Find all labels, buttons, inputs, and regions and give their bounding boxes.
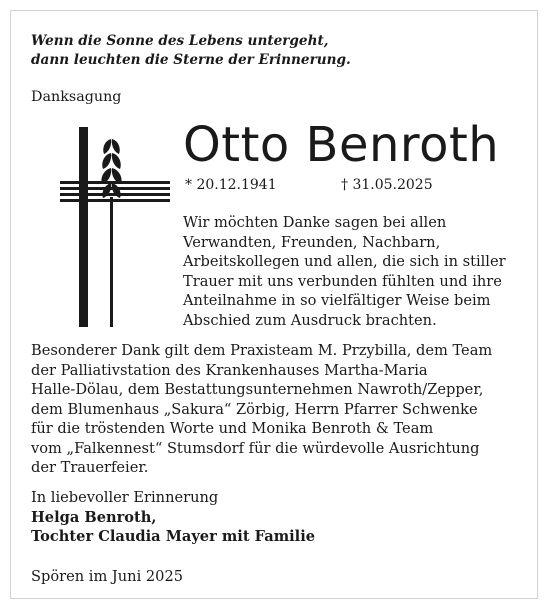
memorial-quote — [31, 32, 491, 70]
paragraph-line: Verwandten, Freunden, Nachbarn, — [183, 233, 441, 251]
paragraph-line: dem Blumenhaus „Sakura“ Zörbig, Herrn Pfarrer Schwenke — [31, 400, 478, 418]
closing-phrase: In liebevoller Erinnerung — [31, 489, 219, 506]
closing-block — [31, 488, 315, 547]
death-date: † 31.05.2025 — [341, 177, 433, 193]
place-date: Spören im Juni 2025 — [31, 568, 184, 585]
paragraph-line: Halle-Dölau, dem Bestattungsunternehmen Nawroth/Zepper, — [31, 381, 484, 398]
wheat-cross-icon — [60, 127, 170, 327]
thanks-paragraph — [183, 213, 523, 330]
quote-line: dann leuchten die Sterne der Erinnerung. — [31, 52, 351, 68]
paragraph-line: der Trauerfeier. — [31, 459, 149, 476]
special-thanks-paragraph — [31, 341, 531, 478]
paragraph-line: für die tröstenden Worte und Monika Benroth & Team — [31, 420, 434, 437]
paragraph-line: Abschied zum Ausdruck brachten. — [183, 311, 437, 329]
deceased-name: Otto Benroth — [183, 117, 500, 173]
paragraph-line: der Palliativstation des Krankenhauses Martha-Maria — [31, 361, 428, 379]
paragraph-line: Besonderer Dank gilt dem Praxisteam M. Przybilla, dem Team — [31, 342, 493, 359]
quote-line: Wenn die Sonne des Lebens untergeht, — [31, 33, 329, 49]
paragraph-line: Trauer mit uns verbunden fühlten und ihre — [183, 272, 502, 290]
thanks-label: Danksagung — [31, 89, 122, 105]
paragraph-line: vom „Falkennest“ Stumsdorf für die würdevolle Ausrichtung — [31, 439, 480, 457]
signer-name: Helga Benroth, — [31, 508, 157, 526]
paragraph-line: Wir möchten Danke sagen bei allen — [183, 214, 447, 231]
paragraph-line: Anteilnahme in so vielfältiger Weise beim — [183, 292, 491, 309]
paragraph-line: Arbeitskollegen und allen, die sich in stiller — [183, 253, 506, 270]
signer-name: Tochter Claudia Mayer mit Familie — [31, 528, 316, 545]
birth-date: * 20.12.1941 — [185, 177, 277, 193]
